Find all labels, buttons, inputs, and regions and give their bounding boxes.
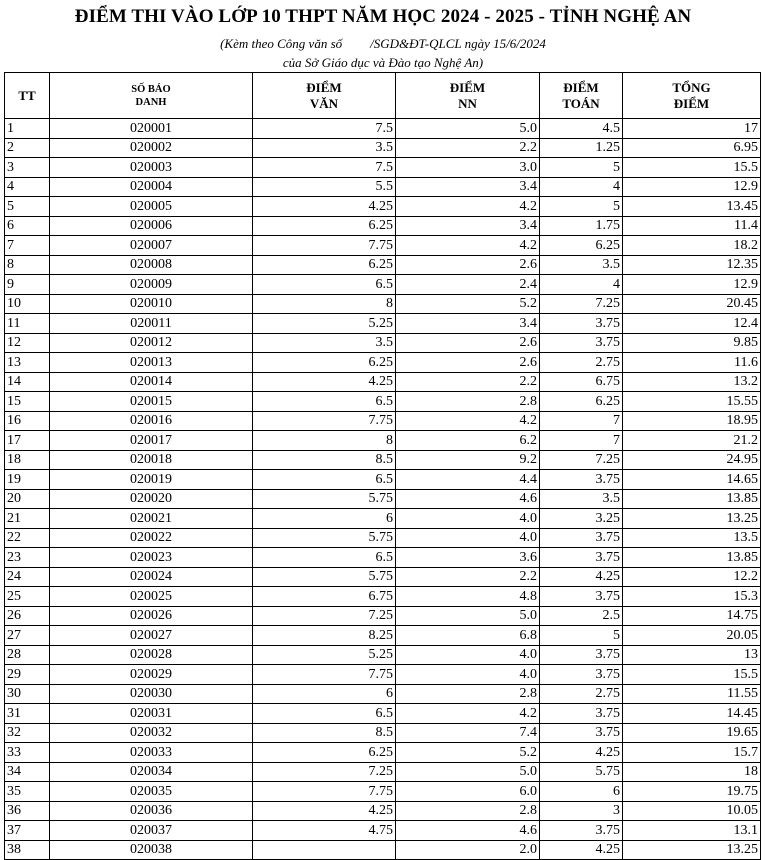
cell-toan: 3.75 xyxy=(540,645,623,665)
table-row xyxy=(5,138,761,158)
cell-nn: 6.8 xyxy=(396,626,540,646)
column-header-toan xyxy=(540,73,623,119)
cell-toan: 7 xyxy=(540,431,623,451)
cell-toan: 3 xyxy=(540,801,623,821)
cell-tt: 11 xyxy=(5,314,50,334)
table-row xyxy=(5,255,761,275)
cell-nn: 2.2 xyxy=(396,372,540,392)
cell-tt: 5 xyxy=(5,197,50,217)
table-row xyxy=(5,801,761,821)
cell-toan: 3.5 xyxy=(540,489,623,509)
cell-tong: 11.55 xyxy=(623,684,761,704)
cell-sbd: 020008 xyxy=(50,255,253,275)
cell-tong: 18 xyxy=(623,762,761,782)
cell-nn: 4.4 xyxy=(396,470,540,490)
cell-nn: 2.8 xyxy=(396,684,540,704)
column-header-tt: TT xyxy=(5,73,50,119)
cell-tt: 23 xyxy=(5,548,50,568)
table-row xyxy=(5,353,761,373)
cell-tt: 7 xyxy=(5,236,50,256)
cell-tt: 2 xyxy=(5,138,50,158)
cell-van: 4.25 xyxy=(253,197,396,217)
cell-toan: 4 xyxy=(540,177,623,197)
cell-nn: 2.8 xyxy=(396,801,540,821)
cell-tt: 3 xyxy=(5,158,50,178)
cell-tong: 12.9 xyxy=(623,177,761,197)
cell-van: 5.25 xyxy=(253,314,396,334)
cell-tt: 38 xyxy=(5,840,50,860)
cell-toan: 5.75 xyxy=(540,762,623,782)
cell-tt: 14 xyxy=(5,372,50,392)
cell-tt: 8 xyxy=(5,255,50,275)
column-header-sbd-line1: SỐ BÁO xyxy=(131,83,171,95)
cell-nn: 5.0 xyxy=(396,119,540,139)
cell-sbd: 020032 xyxy=(50,723,253,743)
cell-tt: 30 xyxy=(5,684,50,704)
cell-nn: 2.4 xyxy=(396,275,540,295)
subtitle-part-2: /SGD&ĐT-QLCL ngày 15/6/2024 xyxy=(370,36,546,51)
cell-toan: 3.75 xyxy=(540,470,623,490)
cell-sbd: 020002 xyxy=(50,138,253,158)
cell-sbd: 020025 xyxy=(50,587,253,607)
cell-tong: 13.2 xyxy=(623,372,761,392)
cell-van: 4.75 xyxy=(253,821,396,841)
cell-toan: 4.5 xyxy=(540,119,623,139)
table-body xyxy=(5,119,761,860)
cell-toan: 3.75 xyxy=(540,548,623,568)
table-row xyxy=(5,645,761,665)
cell-van: 3.5 xyxy=(253,138,396,158)
table-row xyxy=(5,450,761,470)
cell-sbd: 020023 xyxy=(50,548,253,568)
cell-toan: 3.75 xyxy=(540,723,623,743)
cell-nn: 4.0 xyxy=(396,665,540,685)
cell-sbd: 020029 xyxy=(50,665,253,685)
table-row xyxy=(5,684,761,704)
cell-tt: 31 xyxy=(5,704,50,724)
column-header-tong-line1: TỔNG xyxy=(672,79,711,95)
cell-tong: 13.25 xyxy=(623,509,761,529)
cell-nn: 5.2 xyxy=(396,294,540,314)
cell-sbd: 020015 xyxy=(50,392,253,412)
cell-tt: 29 xyxy=(5,665,50,685)
cell-van: 7.5 xyxy=(253,158,396,178)
cell-toan: 3.75 xyxy=(540,528,623,548)
cell-tong: 13.85 xyxy=(623,548,761,568)
cell-tt: 25 xyxy=(5,587,50,607)
cell-sbd: 020001 xyxy=(50,119,253,139)
cell-nn: 3.4 xyxy=(396,177,540,197)
cell-tt: 37 xyxy=(5,821,50,841)
cell-sbd: 020038 xyxy=(50,840,253,860)
cell-van xyxy=(253,840,396,860)
subtitle-line-2: của Sở Giáo dục và Đào tạo Nghệ An) xyxy=(282,55,484,70)
cell-nn: 6.0 xyxy=(396,782,540,802)
cell-van: 7.75 xyxy=(253,665,396,685)
cell-van: 8.25 xyxy=(253,626,396,646)
cell-sbd: 020016 xyxy=(50,411,253,431)
table-row xyxy=(5,333,761,353)
table-row xyxy=(5,587,761,607)
page-title: ĐIỂM THI VÀO LỚP 10 THPT NĂM HỌC 2024 - 2025 - TỈNH NGHỆ AN xyxy=(74,6,692,27)
cell-toan: 7 xyxy=(540,411,623,431)
cell-tt: 21 xyxy=(5,509,50,529)
cell-toan: 2.5 xyxy=(540,606,623,626)
cell-toan: 3.75 xyxy=(540,333,623,353)
cell-tong: 12.35 xyxy=(623,255,761,275)
cell-sbd: 020022 xyxy=(50,528,253,548)
cell-toan: 5 xyxy=(540,158,623,178)
cell-toan: 3.75 xyxy=(540,821,623,841)
table-row xyxy=(5,411,761,431)
cell-van: 7.75 xyxy=(253,236,396,256)
cell-van: 8 xyxy=(253,294,396,314)
cell-nn: 4.0 xyxy=(396,645,540,665)
cell-sbd: 020021 xyxy=(50,509,253,529)
table-row xyxy=(5,606,761,626)
table-row xyxy=(5,177,761,197)
column-header-nn-line1: ĐIỂM xyxy=(449,79,486,95)
cell-tong: 15.7 xyxy=(623,743,761,763)
cell-tong: 18.2 xyxy=(623,236,761,256)
cell-tt: 35 xyxy=(5,782,50,802)
cell-van: 5.25 xyxy=(253,645,396,665)
cell-tong: 17 xyxy=(623,119,761,139)
cell-tt: 20 xyxy=(5,489,50,509)
cell-sbd: 020037 xyxy=(50,821,253,841)
cell-nn: 4.6 xyxy=(396,489,540,509)
table-row xyxy=(5,431,761,451)
cell-sbd: 020011 xyxy=(50,314,253,334)
cell-tt: 6 xyxy=(5,216,50,236)
table-row xyxy=(5,821,761,841)
cell-sbd: 020027 xyxy=(50,626,253,646)
cell-sbd: 020009 xyxy=(50,275,253,295)
cell-sbd: 020026 xyxy=(50,606,253,626)
column-header-toan-line2: TOÁN xyxy=(562,95,600,111)
table-row xyxy=(5,626,761,646)
cell-sbd: 020019 xyxy=(50,470,253,490)
cell-sbd: 020007 xyxy=(50,236,253,256)
cell-toan: 1.25 xyxy=(540,138,623,158)
cell-tong: 6.95 xyxy=(623,138,761,158)
cell-sbd: 020034 xyxy=(50,762,253,782)
table-row xyxy=(5,762,761,782)
subtitle-part-1: (Kèm theo Công văn số xyxy=(220,36,343,51)
cell-tt: 16 xyxy=(5,411,50,431)
cell-sbd: 020006 xyxy=(50,216,253,236)
cell-van: 7.5 xyxy=(253,119,396,139)
cell-nn: 5.0 xyxy=(396,606,540,626)
cell-tt: 27 xyxy=(5,626,50,646)
table-row xyxy=(5,119,761,139)
cell-tong: 21.2 xyxy=(623,431,761,451)
cell-nn: 3.4 xyxy=(396,216,540,236)
cell-tong: 24.95 xyxy=(623,450,761,470)
cell-toan: 7.25 xyxy=(540,294,623,314)
cell-van: 8.5 xyxy=(253,450,396,470)
cell-toan: 6 xyxy=(540,782,623,802)
cell-tt: 36 xyxy=(5,801,50,821)
scores-table xyxy=(4,72,761,860)
cell-nn: 4.2 xyxy=(396,236,540,256)
table-row xyxy=(5,275,761,295)
cell-toan: 2.75 xyxy=(540,684,623,704)
cell-tt: 26 xyxy=(5,606,50,626)
column-header-nn xyxy=(396,73,540,119)
cell-nn: 2.6 xyxy=(396,333,540,353)
cell-tt: 34 xyxy=(5,762,50,782)
cell-toan: 6.25 xyxy=(540,236,623,256)
column-header-nn-line2: NN xyxy=(458,95,477,111)
cell-tong: 20.05 xyxy=(623,626,761,646)
cell-toan: 4.25 xyxy=(540,567,623,587)
cell-van: 6.5 xyxy=(253,548,396,568)
table-row xyxy=(5,392,761,412)
cell-nn: 2.6 xyxy=(396,255,540,275)
table-row xyxy=(5,372,761,392)
cell-van: 6 xyxy=(253,509,396,529)
table-row xyxy=(5,528,761,548)
cell-tong: 19.65 xyxy=(623,723,761,743)
cell-van: 6 xyxy=(253,684,396,704)
cell-nn: 6.2 xyxy=(396,431,540,451)
cell-van: 7.75 xyxy=(253,411,396,431)
cell-tong: 13.85 xyxy=(623,489,761,509)
cell-toan: 3.75 xyxy=(540,314,623,334)
cell-tong: 13 xyxy=(623,645,761,665)
table-row xyxy=(5,314,761,334)
cell-toan: 3.75 xyxy=(540,704,623,724)
cell-tong: 12.4 xyxy=(623,314,761,334)
cell-van: 6.5 xyxy=(253,392,396,412)
cell-tt: 1 xyxy=(5,119,50,139)
table-row xyxy=(5,704,761,724)
column-header-van-line1: ĐIỂM xyxy=(306,79,342,95)
cell-nn: 5.0 xyxy=(396,762,540,782)
cell-van: 5.75 xyxy=(253,567,396,587)
cell-toan: 3.25 xyxy=(540,509,623,529)
column-header-van-line2: VĂN xyxy=(309,95,339,111)
cell-tong: 13.5 xyxy=(623,528,761,548)
cell-van: 4.25 xyxy=(253,372,396,392)
cell-van: 6.25 xyxy=(253,353,396,373)
cell-sbd: 020031 xyxy=(50,704,253,724)
table-row xyxy=(5,216,761,236)
cell-tt: 9 xyxy=(5,275,50,295)
cell-tt: 28 xyxy=(5,645,50,665)
cell-tong: 13.1 xyxy=(623,821,761,841)
cell-tt: 24 xyxy=(5,567,50,587)
cell-van: 6.5 xyxy=(253,704,396,724)
cell-nn: 4.8 xyxy=(396,587,540,607)
cell-tt: 13 xyxy=(5,353,50,373)
cell-nn: 3.0 xyxy=(396,158,540,178)
cell-nn: 4.2 xyxy=(396,197,540,217)
cell-nn: 2.2 xyxy=(396,567,540,587)
cell-sbd: 020013 xyxy=(50,353,253,373)
cell-sbd: 020024 xyxy=(50,567,253,587)
column-header-van xyxy=(253,73,396,119)
cell-van: 6.75 xyxy=(253,587,396,607)
column-header-tong-line2: ĐIỂM xyxy=(673,95,710,111)
cell-nn: 4.6 xyxy=(396,821,540,841)
table-row xyxy=(5,840,761,860)
cell-tong: 18.95 xyxy=(623,411,761,431)
cell-sbd: 020020 xyxy=(50,489,253,509)
cell-sbd: 020018 xyxy=(50,450,253,470)
cell-van: 8 xyxy=(253,431,396,451)
cell-tong: 14.75 xyxy=(623,606,761,626)
cell-nn: 4.0 xyxy=(396,528,540,548)
cell-tt: 33 xyxy=(5,743,50,763)
cell-tong: 14.65 xyxy=(623,470,761,490)
cell-sbd: 020003 xyxy=(50,158,253,178)
cell-nn: 2.2 xyxy=(396,138,540,158)
cell-toan: 1.75 xyxy=(540,216,623,236)
table-row xyxy=(5,470,761,490)
cell-tong: 15.5 xyxy=(623,158,761,178)
cell-van: 6.5 xyxy=(253,275,396,295)
cell-toan: 3.5 xyxy=(540,255,623,275)
cell-van: 5.5 xyxy=(253,177,396,197)
cell-tong: 11.6 xyxy=(623,353,761,373)
cell-nn: 9.2 xyxy=(396,450,540,470)
table-row xyxy=(5,158,761,178)
cell-tong: 15.55 xyxy=(623,392,761,412)
cell-toan: 7.25 xyxy=(540,450,623,470)
cell-tong: 12.2 xyxy=(623,567,761,587)
cell-nn: 5.2 xyxy=(396,743,540,763)
cell-van: 4.25 xyxy=(253,801,396,821)
cell-sbd: 020012 xyxy=(50,333,253,353)
cell-toan: 3.75 xyxy=(540,665,623,685)
cell-van: 5.75 xyxy=(253,528,396,548)
table-row xyxy=(5,665,761,685)
cell-tong: 13.45 xyxy=(623,197,761,217)
cell-sbd: 020010 xyxy=(50,294,253,314)
cell-sbd: 020005 xyxy=(50,197,253,217)
cell-sbd: 020014 xyxy=(50,372,253,392)
table-row xyxy=(5,197,761,217)
column-header-sbd xyxy=(50,73,253,119)
column-header-toan-line1: ĐIỂM xyxy=(563,79,599,95)
cell-tong: 9.85 xyxy=(623,333,761,353)
cell-tong: 20.45 xyxy=(623,294,761,314)
table-row xyxy=(5,782,761,802)
cell-toan: 4 xyxy=(540,275,623,295)
cell-toan: 3.75 xyxy=(540,587,623,607)
cell-toan: 5 xyxy=(540,197,623,217)
cell-tt: 15 xyxy=(5,392,50,412)
cell-tt: 19 xyxy=(5,470,50,490)
cell-tt: 10 xyxy=(5,294,50,314)
cell-van: 7.75 xyxy=(253,782,396,802)
cell-sbd: 020028 xyxy=(50,645,253,665)
cell-toan: 6.25 xyxy=(540,392,623,412)
cell-tong: 19.75 xyxy=(623,782,761,802)
cell-tong: 13.25 xyxy=(623,840,761,860)
cell-nn: 2.8 xyxy=(396,392,540,412)
cell-nn: 2.6 xyxy=(396,353,540,373)
cell-tong: 12.9 xyxy=(623,275,761,295)
cell-van: 7.25 xyxy=(253,762,396,782)
cell-van: 6.5 xyxy=(253,470,396,490)
cell-van: 6.25 xyxy=(253,255,396,275)
cell-sbd: 020033 xyxy=(50,743,253,763)
cell-van: 6.25 xyxy=(253,216,396,236)
cell-tt: 22 xyxy=(5,528,50,548)
cell-nn: 3.6 xyxy=(396,548,540,568)
cell-nn: 3.4 xyxy=(396,314,540,334)
table-row xyxy=(5,723,761,743)
table-row xyxy=(5,509,761,529)
table-row xyxy=(5,489,761,509)
column-header-sbd-line2: DANH xyxy=(135,96,167,108)
cell-tong: 11.4 xyxy=(623,216,761,236)
table-row xyxy=(5,743,761,763)
cell-tong: 15.3 xyxy=(623,587,761,607)
cell-nn: 4.0 xyxy=(396,509,540,529)
cell-tong: 10.05 xyxy=(623,801,761,821)
subtitle-line-1 xyxy=(0,36,766,52)
cell-sbd: 020017 xyxy=(50,431,253,451)
table-row xyxy=(5,294,761,314)
cell-van: 5.75 xyxy=(253,489,396,509)
column-header-tong xyxy=(623,73,761,119)
cell-van: 3.5 xyxy=(253,333,396,353)
cell-nn: 2.0 xyxy=(396,840,540,860)
table-header-row xyxy=(5,73,761,119)
cell-toan: 4.25 xyxy=(540,743,623,763)
cell-van: 6.25 xyxy=(253,743,396,763)
cell-toan: 2.75 xyxy=(540,353,623,373)
cell-toan: 4.25 xyxy=(540,840,623,860)
cell-tt: 4 xyxy=(5,177,50,197)
cell-nn: 4.2 xyxy=(396,704,540,724)
table-row xyxy=(5,567,761,587)
cell-tong: 14.45 xyxy=(623,704,761,724)
cell-tt: 18 xyxy=(5,450,50,470)
table-row xyxy=(5,236,761,256)
cell-nn: 4.2 xyxy=(396,411,540,431)
cell-sbd: 020036 xyxy=(50,801,253,821)
cell-sbd: 020004 xyxy=(50,177,253,197)
cell-tt: 32 xyxy=(5,723,50,743)
cell-van: 7.25 xyxy=(253,606,396,626)
cell-nn: 7.4 xyxy=(396,723,540,743)
cell-tt: 17 xyxy=(5,431,50,451)
cell-tt: 12 xyxy=(5,333,50,353)
table-row xyxy=(5,548,761,568)
cell-toan: 5 xyxy=(540,626,623,646)
cell-sbd: 020030 xyxy=(50,684,253,704)
cell-sbd: 020035 xyxy=(50,782,253,802)
cell-tong: 15.5 xyxy=(623,665,761,685)
cell-van: 8.5 xyxy=(253,723,396,743)
cell-toan: 6.75 xyxy=(540,372,623,392)
